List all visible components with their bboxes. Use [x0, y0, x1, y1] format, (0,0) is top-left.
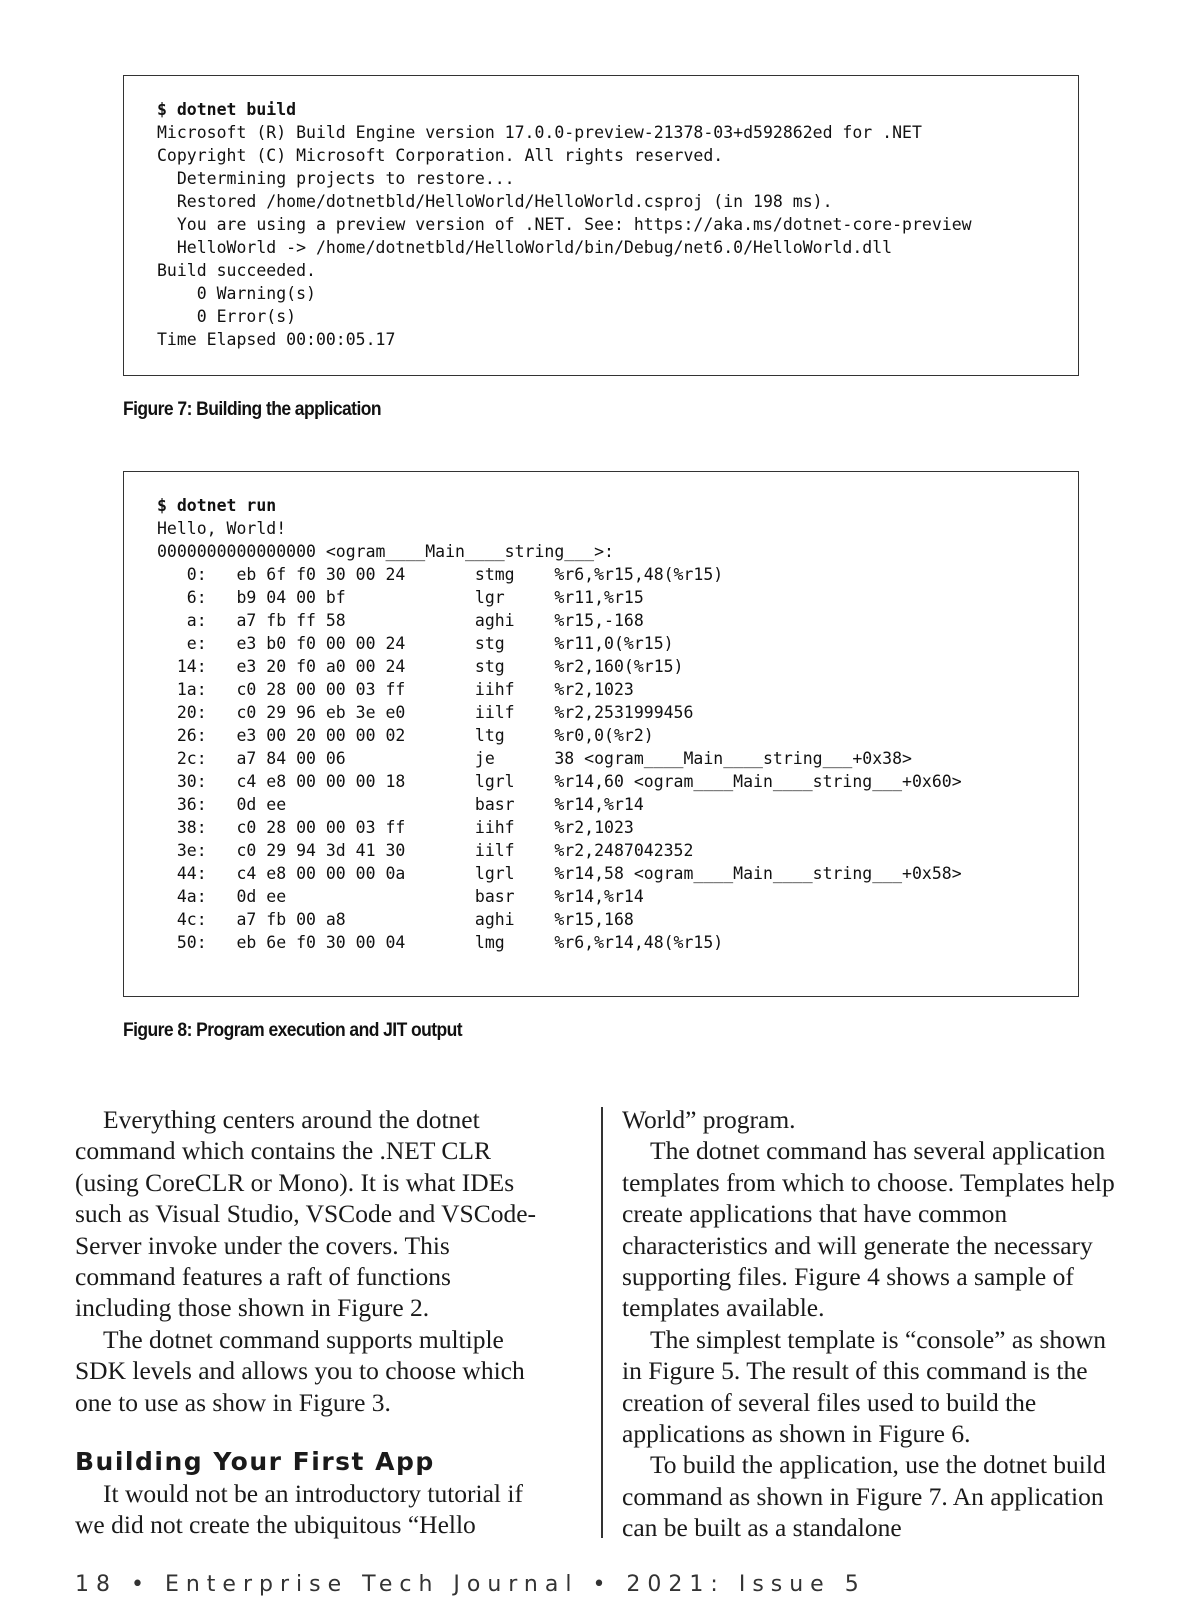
- code-line: 26: e3 00 20 00 00 02 ltg %r0,0(%r2): [157, 726, 654, 745]
- code-line: 0 Error(s): [157, 307, 297, 326]
- code-line: 2c: a7 84 00 06 je 38 <ogram____Main____string___+0x38>: [157, 749, 912, 768]
- page-footer: 18 • Enterprise Tech Journal • 2021: Issue 5: [75, 1572, 866, 1597]
- code-line: You are using a preview version of .NET. See: https://aka.ms/dotnet-core-preview: [157, 215, 972, 234]
- code-line: a: a7 fb ff 58 aghi %r15,-168: [157, 611, 644, 630]
- code-line: Restored /home/dotnetbld/HelloWorld/HelloWorld.csproj (in 198 ms).: [157, 192, 833, 211]
- paragraph: It would not be an introductory tutorial if we did not create the ubiquitous “Hello: [75, 1479, 523, 1540]
- figure-7-terminal: [123, 75, 1079, 376]
- figure-8-terminal: [123, 471, 1079, 997]
- paragraph: The dotnet command supports multiple SDK levels and allows you to choose which one to use as show in Figure 3.: [75, 1324, 525, 1417]
- code-line: 0 Warning(s): [157, 284, 316, 303]
- code-line: Build succeeded.: [157, 261, 316, 280]
- code-line: e: e3 b0 f0 00 00 24 stg %r11,0(%r15): [157, 634, 674, 653]
- column-divider: [601, 1107, 603, 1538]
- paragraph: Everything centers around the dotnet command which contains the .NET CLR (using CoreCLR or Mono). It is what IDEs such as Visual Studio, VSCode and VSCode-Server invoke under the covers. This command features a raft of functions including those shown in Figure 2.: [75, 1105, 537, 1323]
- code-line: Microsoft (R) Build Engine version 17.0.0-preview-21378-03+d592862ed for .NET: [157, 123, 922, 142]
- figure-8-caption: Figure 8: Program execution and JIT output: [123, 1020, 463, 1041]
- code-line: 1a: c0 28 00 00 03 ff iihf %r2,1023: [157, 680, 634, 699]
- figure-7-caption: Figure 7: Building the application: [123, 399, 382, 420]
- code-line: 38: c0 28 00 00 03 ff iihf %r2,1023: [157, 818, 634, 837]
- code-line: 30: c4 e8 00 00 00 18 lgrl %r14,60 <ogram____Main____string___+0x60>: [157, 772, 962, 791]
- paragraph: World” program.: [622, 1105, 796, 1134]
- code-line: 0000000000000000 <ogram____Main____string___>:: [157, 542, 614, 561]
- build-output-code: [157, 98, 972, 351]
- section-heading: Building Your First App: [75, 1447, 435, 1477]
- code-line: 6: b9 04 00 bf lgr %r11,%r15: [157, 588, 644, 607]
- run-output-code: [157, 494, 962, 954]
- code-line: 20: c0 29 96 eb 3e e0 iilf %r2,2531999456: [157, 703, 694, 722]
- code-line: 36: 0d ee basr %r14,%r14: [157, 795, 644, 814]
- code-line: HelloWorld -> /home/dotnetbld/HelloWorld/bin/Debug/net6.0/HelloWorld.dll: [157, 238, 893, 257]
- code-line: Time Elapsed 00:00:05.17: [157, 330, 396, 349]
- code-line: 3e: c0 29 94 3d 41 30 iilf %r2,2487042352: [157, 841, 694, 860]
- code-line: Determining projects to restore...: [157, 169, 515, 188]
- paragraph: The simplest template is “console” as shown in Figure 5. The result of this command is the creation of several files used to build the applications as shown in Figure 6.: [622, 1324, 1107, 1449]
- left-column: [75, 1104, 553, 1541]
- code-line: Hello, World!: [157, 519, 287, 538]
- code-line: $ dotnet run: [157, 496, 277, 515]
- code-line: 14: e3 20 f0 a0 00 24 stg %r2,160(%r15): [157, 657, 684, 676]
- code-line: 0: eb 6f f0 30 00 24 stmg %r6,%r15,48(%r15): [157, 565, 724, 584]
- paragraph: To build the application, use the dotnet build command as shown in Figure 7. An application can be built as a standalone: [622, 1450, 1106, 1543]
- code-line: 4a: 0d ee basr %r14,%r14: [157, 887, 644, 906]
- code-line: 4c: a7 fb 00 a8 aghi %r15,168: [157, 910, 634, 929]
- code-line: Copyright (C) Microsoft Corporation. All rights reserved.: [157, 146, 724, 165]
- code-line: $ dotnet build: [157, 100, 297, 119]
- right-column: [622, 1104, 1127, 1544]
- code-line: 50: eb 6e f0 30 00 04 lmg %r6,%r14,48(%r15): [157, 933, 724, 952]
- code-line: 44: c4 e8 00 00 00 0a lgrl %r14,58 <ogram____Main____string___+0x58>: [157, 864, 962, 883]
- paragraph: The dotnet command has several application templates from which to choose. Templates help create applications that have common characteristics and will generate the necessary supporting files. Figure 4 shows a sample of templates available.: [622, 1136, 1115, 1323]
